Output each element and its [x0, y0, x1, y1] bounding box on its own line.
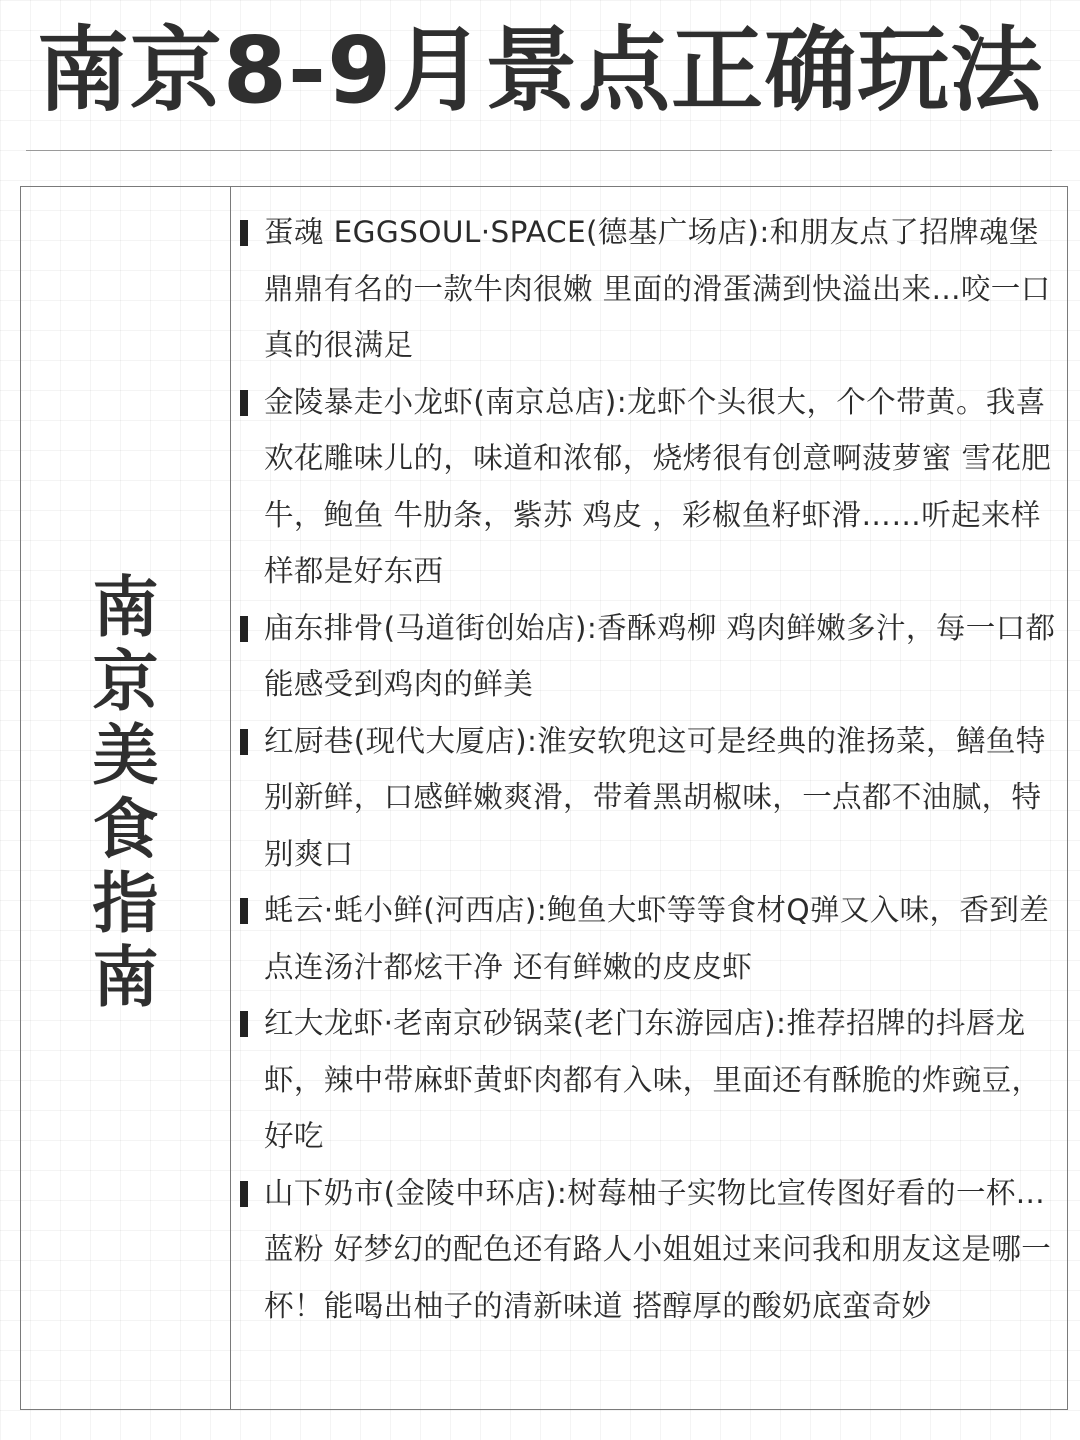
- bullet-bar-icon: [240, 390, 248, 416]
- food-guide-table: [20, 186, 1068, 1410]
- bullet-bar-icon: [240, 729, 248, 755]
- entry-text: 红厨巷(现代大厦店):淮安软兜这可是经典的淮扬菜，鳝鱼特别新鲜，口感鲜嫩爽滑，带着黑胡椒味，一点都不油腻，特别爽口: [264, 723, 1046, 871]
- list-item: [239, 374, 1067, 600]
- entry-text: 红大龙虾·老南京砂锅菜(老门东游园店):推荐招牌的抖唇龙虾，辣中带麻虾黄虾肉都有入味，里面还有酥脆的炸豌豆，好吃: [264, 1006, 1042, 1153]
- page-title: 南京8-9月景点正确玩法: [36, 17, 1044, 124]
- list-item: [239, 204, 1067, 374]
- list-item: [239, 882, 1067, 995]
- title-divider: [26, 150, 1052, 151]
- entry-text: 蚝云·蚝小鲜(河西店):鲍鱼大虾等等食材Q弹又入味，香到差点连汤汁都炫干净 还有鲜嫩的皮皮虾: [264, 893, 1050, 984]
- entry-text: 山下奶市(金陵中环店):树莓柚子实物比宣传图好看的一杯...蓝粉 好梦幻的配色还有路人小姐姐过来问我和朋友这是哪一杯！能喝出柚子的清新味道 搭醇厚的酸奶底蛮奇妙: [264, 1175, 1052, 1323]
- bullet-bar-icon: [240, 898, 248, 924]
- bullet-bar-icon: [240, 1181, 248, 1207]
- list-item: [239, 995, 1067, 1165]
- list-item: [239, 713, 1067, 883]
- list-item: [239, 1165, 1067, 1335]
- side-column: [21, 187, 231, 1409]
- bullet-bar-icon: [240, 1011, 248, 1037]
- list-item: [239, 600, 1067, 713]
- bullet-bar-icon: [240, 616, 248, 642]
- entries-list: [231, 187, 1067, 1409]
- entry-text: 金陵暴走小龙虾(南京总店):龙虾个头很大，个个带黄。我喜欢花雕味儿的，味道和浓郁，烧烤很有创意啊菠萝蜜 雪花肥牛，鲍鱼 牛肋条，紫苏 鸡皮 ，彩椒鱼籽虾滑……听起来样样都是好东西: [264, 384, 1052, 588]
- side-title: 南京美食指南: [92, 569, 159, 1016]
- entry-text: 庙东排骨(马道街创始店):香酥鸡柳 鸡肉鲜嫩多汁，每一口都能感受到鸡肉的鲜美: [264, 610, 1056, 701]
- bullet-bar-icon: [240, 220, 248, 246]
- entry-text: 蛋魂 EGGSOUL·SPACE(德基广场店):和朋友点了招牌魂堡 鼎鼎有名的一款牛肉很嫩 里面的滑蛋满到快溢出来...咬一口真的很满足: [264, 215, 1051, 362]
